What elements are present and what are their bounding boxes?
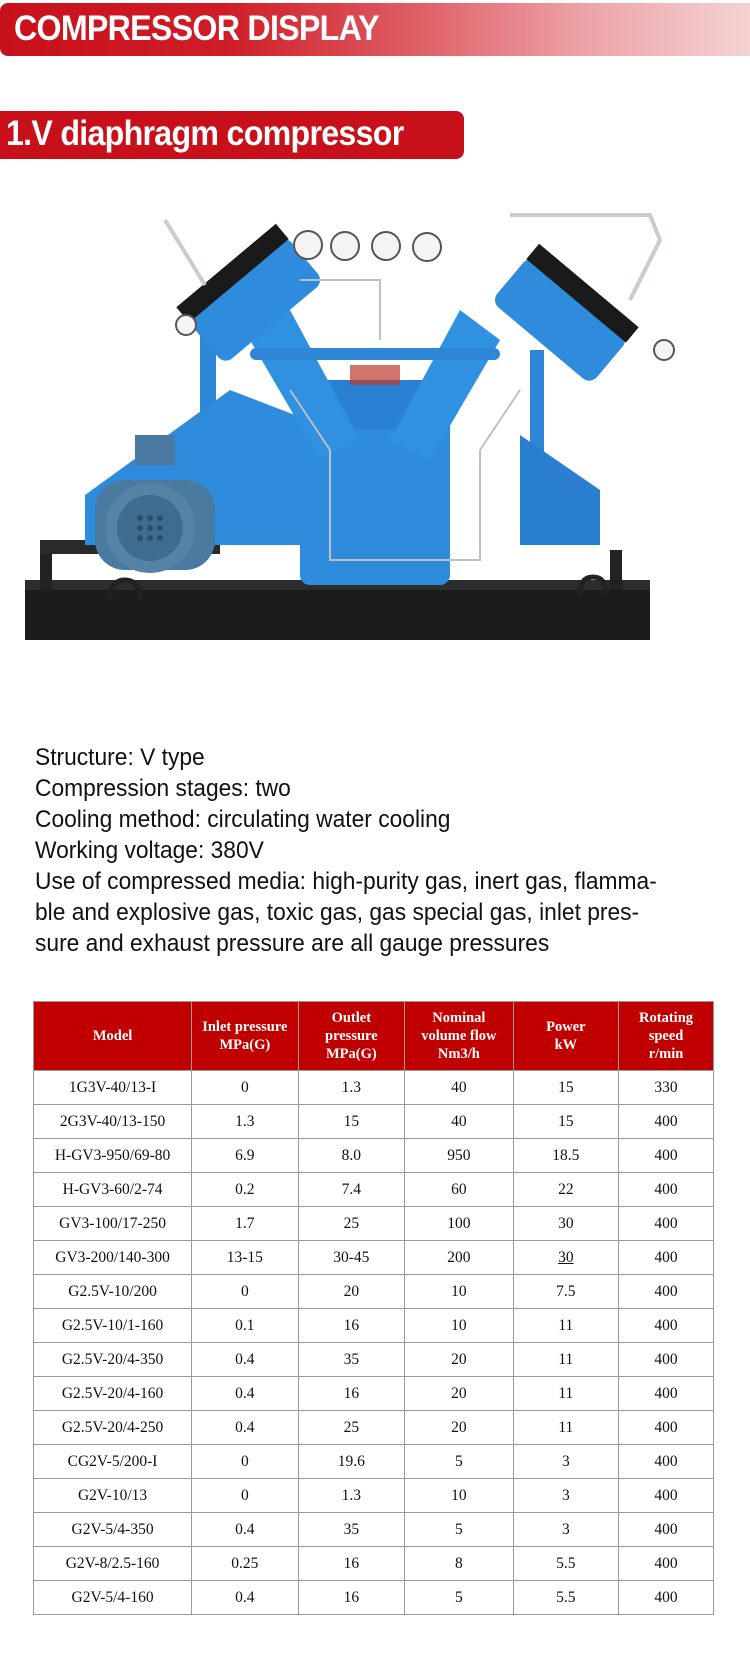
cell-outlet-pressure — [298, 1479, 404, 1513]
cell-value: 5.5 — [556, 1588, 576, 1606]
cell-inlet-pressure — [192, 1343, 298, 1377]
table-row — [34, 1513, 714, 1547]
cell-model — [34, 1411, 192, 1445]
cell-value: 18.5 — [552, 1146, 580, 1164]
spec-compression-stages: Compression stages: two — [35, 775, 291, 802]
column-header-line: Model — [92, 1028, 133, 1044]
cell-nominal-volume-flow — [405, 1207, 514, 1241]
cell-inlet-pressure — [192, 1139, 298, 1173]
cell-outlet-pressure — [298, 1071, 404, 1105]
cell-value: 400 — [654, 1316, 678, 1334]
banner-title: COMPRESSOR DISPLAY — [14, 9, 379, 48]
cell-nominal-volume-flow — [405, 1241, 514, 1275]
column-header-line: Power — [546, 1019, 586, 1035]
cell-outlet-pressure — [298, 1173, 404, 1207]
cell-power — [513, 1275, 618, 1309]
spec-list — [35, 742, 677, 959]
cell-value: 3 — [561, 1452, 570, 1470]
cell-value: 5 — [454, 1588, 463, 1606]
cell-value: 30 — [558, 1214, 574, 1232]
product-title: 1.V diaphragm compressor — [6, 114, 404, 153]
cell-nominal-volume-flow — [405, 1377, 514, 1411]
cell-power — [513, 1105, 618, 1139]
cell-rotating-speed — [619, 1411, 714, 1445]
cell-model — [34, 1377, 192, 1411]
column-header-line: Nominal — [432, 1010, 486, 1026]
cell-value: 10 — [451, 1486, 467, 1504]
cell-inlet-pressure — [192, 1547, 298, 1581]
column-header-model — [34, 1002, 192, 1071]
cell-value: 16 — [343, 1316, 360, 1334]
cell-value: 400 — [654, 1180, 678, 1198]
cell-value: 7.4 — [341, 1180, 362, 1198]
cell-power — [513, 1581, 618, 1615]
table-row — [34, 1479, 714, 1513]
cell-value: 0.4 — [235, 1520, 255, 1538]
cell-nominal-volume-flow — [405, 1343, 514, 1377]
cell-power — [513, 1241, 618, 1275]
cell-value: 7.5 — [556, 1282, 576, 1300]
table-row — [34, 1581, 714, 1615]
column-header-line: MPa(G) — [325, 1046, 377, 1062]
column-header-line: Inlet pressure — [202, 1019, 288, 1035]
cell-outlet-pressure — [298, 1139, 404, 1173]
cell-power — [513, 1377, 618, 1411]
cell-outlet-pressure — [298, 1547, 404, 1581]
model-spec-table — [33, 1001, 714, 1615]
cell-inlet-pressure — [192, 1445, 298, 1479]
cell-rotating-speed — [619, 1207, 714, 1241]
cell-model — [34, 1445, 192, 1479]
cell-power — [513, 1207, 618, 1241]
cell-value: 5.5 — [556, 1554, 576, 1572]
cell-value: 16 — [343, 1384, 360, 1402]
cell-value: 13-15 — [226, 1248, 263, 1266]
cell-value: 1.3 — [341, 1486, 362, 1504]
cell-value: 16 — [343, 1554, 360, 1572]
cell-outlet-pressure — [298, 1513, 404, 1547]
cell-value: 1.7 — [235, 1214, 255, 1232]
cell-model — [34, 1479, 192, 1513]
cell-power — [513, 1173, 618, 1207]
cell-value: H-GV3-60/2-74 — [62, 1180, 163, 1198]
cell-value: 10 — [451, 1282, 467, 1300]
column-header-nominal-volume-flow — [405, 1002, 514, 1071]
cell-value: 30-45 — [333, 1248, 370, 1266]
cell-value: 8 — [454, 1554, 463, 1572]
cell-value: 1.3 — [235, 1112, 255, 1130]
cell-nominal-volume-flow — [405, 1309, 514, 1343]
column-header-line: pressure — [325, 1028, 378, 1044]
cell-outlet-pressure — [298, 1411, 404, 1445]
spec-structure: Structure: V type — [35, 744, 205, 771]
cell-value: 0.2 — [235, 1180, 255, 1198]
cell-value: 3 — [561, 1520, 570, 1538]
section-banner — [0, 3, 750, 56]
table-row — [34, 1173, 714, 1207]
cell-power — [513, 1343, 618, 1377]
cell-power — [513, 1411, 618, 1445]
cell-value: 30 — [558, 1248, 574, 1266]
cell-value: 400 — [654, 1520, 678, 1538]
cell-value: 6.9 — [235, 1146, 255, 1164]
cell-nominal-volume-flow — [405, 1445, 514, 1479]
cell-value: G2.5V-10/200 — [68, 1282, 157, 1300]
cell-rotating-speed — [619, 1275, 714, 1309]
cell-value: 330 — [654, 1078, 678, 1096]
cell-value: 40 — [451, 1112, 467, 1130]
cell-value: 400 — [654, 1112, 678, 1130]
cell-value: 19.6 — [337, 1452, 365, 1470]
column-header-line: volume flow — [421, 1028, 497, 1044]
cell-power — [513, 1071, 618, 1105]
cell-value: G2.5V-20/4-350 — [61, 1350, 164, 1368]
table-row — [34, 1343, 714, 1377]
cell-value: 25 — [343, 1418, 360, 1436]
cell-model — [34, 1343, 192, 1377]
cell-outlet-pressure — [298, 1207, 404, 1241]
cell-rotating-speed — [619, 1241, 714, 1275]
column-header-line: Nm3/h — [437, 1046, 480, 1062]
cell-rotating-speed — [619, 1479, 714, 1513]
cell-value: 5 — [454, 1520, 463, 1538]
table-row — [34, 1445, 714, 1479]
cell-value: 3 — [561, 1486, 570, 1504]
cell-rotating-speed — [619, 1547, 714, 1581]
cell-model — [34, 1581, 192, 1615]
cell-value: 400 — [654, 1452, 678, 1470]
table-row — [34, 1411, 714, 1445]
cell-outlet-pressure — [298, 1241, 404, 1275]
cell-value: 40 — [451, 1078, 467, 1096]
cell-value: 400 — [654, 1384, 678, 1402]
cell-value: 0.1 — [235, 1316, 255, 1334]
cell-value: G2V-5/4-160 — [71, 1588, 154, 1606]
table-row — [34, 1105, 714, 1139]
cell-value: 950 — [447, 1146, 471, 1164]
cell-nominal-volume-flow — [405, 1513, 514, 1547]
cell-value: 0 — [240, 1486, 249, 1504]
cell-inlet-pressure — [192, 1377, 298, 1411]
cell-value: 400 — [654, 1282, 678, 1300]
cell-value: G2V-5/4-350 — [71, 1520, 154, 1538]
cell-value: G2V-10/13 — [77, 1486, 148, 1504]
column-header-power — [513, 1002, 618, 1071]
spec-compressed-media-line-2: ble and explosive gas, toxic gas, gas special gas, inlet pres- — [35, 899, 640, 926]
cell-nominal-volume-flow — [405, 1581, 514, 1615]
column-header-line: Outlet — [331, 1010, 372, 1026]
table-row — [34, 1207, 714, 1241]
cell-nominal-volume-flow — [405, 1105, 514, 1139]
cell-value: G2.5V-10/1-160 — [61, 1316, 164, 1334]
cell-outlet-pressure — [298, 1105, 404, 1139]
cell-nominal-volume-flow — [405, 1479, 514, 1513]
cell-power — [513, 1513, 618, 1547]
cell-value: 0 — [240, 1078, 249, 1096]
spec-compressed-media-line-3: sure and exhaust pressure are all gauge pressures — [35, 930, 550, 957]
cell-inlet-pressure — [192, 1309, 298, 1343]
cell-model — [34, 1207, 192, 1241]
cell-outlet-pressure — [298, 1275, 404, 1309]
cell-value: 400 — [654, 1248, 678, 1266]
cell-power — [513, 1479, 618, 1513]
cell-value: 11 — [558, 1316, 574, 1334]
cell-rotating-speed — [619, 1139, 714, 1173]
cell-inlet-pressure — [192, 1411, 298, 1445]
cell-value: 400 — [654, 1588, 678, 1606]
column-header-line: kW — [554, 1037, 578, 1053]
column-header-line: speed — [648, 1028, 684, 1044]
cell-value: 0 — [240, 1282, 249, 1300]
cell-inlet-pressure — [192, 1105, 298, 1139]
cell-value: 11 — [558, 1384, 574, 1402]
cell-value: 400 — [654, 1214, 678, 1232]
cell-value: 400 — [654, 1350, 678, 1368]
cell-value: 20 — [451, 1418, 467, 1436]
table-row — [34, 1071, 714, 1105]
cell-outlet-pressure — [298, 1581, 404, 1615]
cell-model — [34, 1105, 192, 1139]
table-row — [34, 1275, 714, 1309]
cell-value: 22 — [558, 1180, 574, 1198]
cell-model — [34, 1071, 192, 1105]
cell-model — [34, 1139, 192, 1173]
cell-value: 25 — [343, 1214, 360, 1232]
cell-value: 2G3V-40/13-150 — [59, 1112, 166, 1130]
cell-model — [34, 1309, 192, 1343]
cell-value: GV3-100/17-250 — [59, 1214, 166, 1232]
table-row — [34, 1241, 714, 1275]
cell-inlet-pressure — [192, 1275, 298, 1309]
cell-value: 8.0 — [341, 1146, 362, 1164]
cell-inlet-pressure — [192, 1173, 298, 1207]
cell-model — [34, 1513, 192, 1547]
cell-nominal-volume-flow — [405, 1173, 514, 1207]
cell-model — [34, 1275, 192, 1309]
cell-value: 15 — [558, 1078, 574, 1096]
cell-value: 0.4 — [235, 1588, 255, 1606]
cell-value: G2.5V-20/4-160 — [61, 1384, 164, 1402]
cell-value: 15 — [343, 1112, 360, 1130]
cell-rotating-speed — [619, 1071, 714, 1105]
cell-model — [34, 1547, 192, 1581]
table-row — [34, 1309, 714, 1343]
table-row — [34, 1547, 714, 1581]
cell-value: 20 — [343, 1282, 360, 1300]
table-row — [34, 1139, 714, 1173]
cell-value: 15 — [558, 1112, 574, 1130]
cell-nominal-volume-flow — [405, 1547, 514, 1581]
cell-value: 400 — [654, 1418, 678, 1436]
cell-model — [34, 1173, 192, 1207]
cell-outlet-pressure — [298, 1445, 404, 1479]
cell-value: 11 — [558, 1418, 574, 1436]
cell-outlet-pressure — [298, 1343, 404, 1377]
cell-value: G2.5V-20/4-250 — [61, 1418, 164, 1436]
cell-value: G2V-8/2.5-160 — [65, 1554, 160, 1572]
cell-power — [513, 1309, 618, 1343]
column-header-line: MPa(G) — [219, 1037, 271, 1053]
cell-inlet-pressure — [192, 1241, 298, 1275]
cell-inlet-pressure — [192, 1071, 298, 1105]
cell-value: 1G3V-40/13-I — [68, 1078, 157, 1096]
cell-outlet-pressure — [298, 1309, 404, 1343]
cell-value: 16 — [343, 1588, 360, 1606]
cell-value: 20 — [451, 1384, 467, 1402]
cell-value: 11 — [558, 1350, 574, 1368]
cell-inlet-pressure — [192, 1207, 298, 1241]
cell-value: 35 — [343, 1520, 360, 1538]
cell-rotating-speed — [619, 1377, 714, 1411]
cell-value: 1.3 — [341, 1078, 362, 1096]
cell-rotating-speed — [619, 1513, 714, 1547]
cell-nominal-volume-flow — [405, 1071, 514, 1105]
cell-value: 20 — [451, 1350, 467, 1368]
product-heading — [0, 111, 464, 159]
cell-value: 0.4 — [235, 1418, 255, 1436]
cell-value: 100 — [447, 1214, 471, 1232]
cell-power — [513, 1445, 618, 1479]
cell-value: 0.4 — [235, 1350, 255, 1368]
cell-rotating-speed — [619, 1309, 714, 1343]
cell-inlet-pressure — [192, 1513, 298, 1547]
table-row — [34, 1377, 714, 1411]
cell-value: 5 — [454, 1452, 463, 1470]
cell-value: 10 — [451, 1316, 467, 1334]
cell-value: 35 — [343, 1350, 360, 1368]
cell-value: 0.4 — [235, 1384, 255, 1402]
cell-value: 400 — [654, 1486, 678, 1504]
compressor-product-image — [0, 200, 750, 680]
spec-cooling-method: Cooling method: circulating water cooling — [35, 806, 451, 833]
column-header-inlet-pressure — [192, 1002, 298, 1071]
column-header-rotating-speed — [619, 1002, 714, 1071]
cell-power — [513, 1139, 618, 1173]
cell-nominal-volume-flow — [405, 1139, 514, 1173]
cell-rotating-speed — [619, 1105, 714, 1139]
cell-rotating-speed — [619, 1343, 714, 1377]
cell-value: CG2V-5/200-I — [67, 1452, 158, 1470]
cell-power — [513, 1547, 618, 1581]
column-header-line: r/min — [648, 1046, 684, 1062]
cell-rotating-speed — [619, 1173, 714, 1207]
cell-inlet-pressure — [192, 1581, 298, 1615]
cell-value: 0 — [240, 1452, 249, 1470]
cell-inlet-pressure — [192, 1479, 298, 1513]
cell-rotating-speed — [619, 1445, 714, 1479]
cell-nominal-volume-flow — [405, 1275, 514, 1309]
column-header-line: Rotating — [639, 1010, 694, 1026]
cell-model — [34, 1241, 192, 1275]
table-header-row — [34, 1002, 714, 1071]
cell-rotating-speed — [619, 1581, 714, 1615]
cell-nominal-volume-flow — [405, 1411, 514, 1445]
column-header-outlet-pressure — [298, 1002, 404, 1071]
cell-value: 400 — [654, 1554, 678, 1572]
cell-value: 0.25 — [231, 1554, 259, 1572]
spec-compressed-media-line-1: Use of compressed media: high-purity gas, inert gas, flamma- — [35, 868, 657, 895]
cell-value: GV3-200/140-300 — [55, 1248, 170, 1266]
cell-value: 400 — [654, 1146, 678, 1164]
cell-value: 200 — [447, 1248, 471, 1266]
cell-value: H-GV3-950/69-80 — [54, 1146, 171, 1164]
cell-value: 60 — [451, 1180, 467, 1198]
cell-outlet-pressure — [298, 1377, 404, 1411]
spec-working-voltage: Working voltage: 380V — [35, 837, 264, 864]
